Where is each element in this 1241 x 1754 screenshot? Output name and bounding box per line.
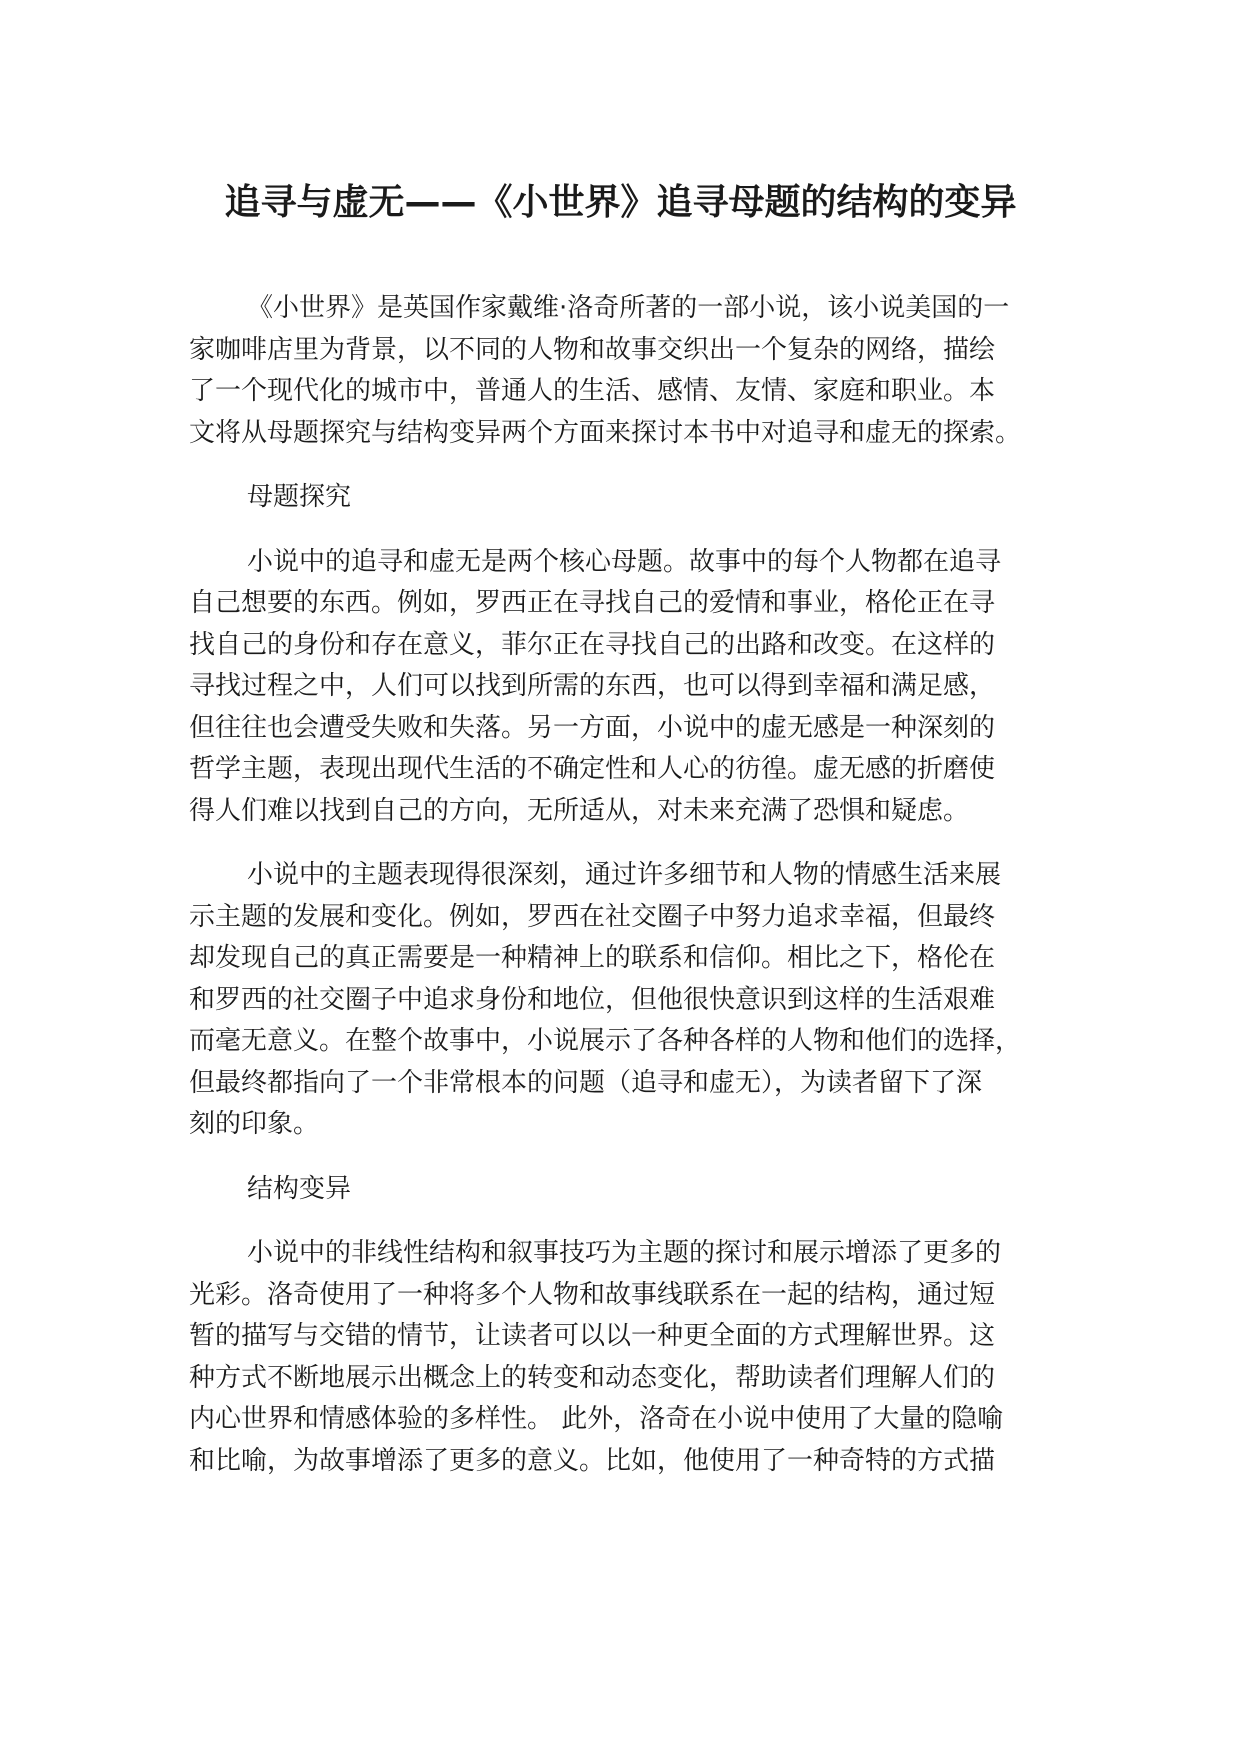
- text-line: 刻的印象。: [189, 1109, 320, 1139]
- section-heading-structure: 结构变异: [247, 1173, 352, 1204]
- intro-paragraph: [189, 288, 1089, 454]
- text-line: 《小世界》是英国作家戴维·洛奇所著的一部小说，该小说美国的一: [247, 293, 1010, 323]
- text-line: 却发现自己的真正需要是一种精神上的联系和信仰。相比之下，格伦在: [189, 943, 996, 973]
- text-line: 和罗西的社交圈子中追求身份和地位，但他很快意识到这样的生活艰难: [189, 984, 996, 1015]
- motif-paragraph-1: [189, 542, 1089, 833]
- text-line: 和比喻，为故事增添了更多的意义。比如，他使用了一种奇特的方式描: [189, 1445, 996, 1476]
- structure-paragraph-1: [189, 1233, 1089, 1482]
- text-line: 暂的描写与交错的情节，让读者可以以一种更全面的方式理解世界。这: [189, 1321, 996, 1351]
- text-line: 但最终都指向了一个非常根本的问题（追寻和虚无），为读者留下了深: [189, 1067, 983, 1098]
- text-line: 寻找过程之中，人们可以找到所需的东西，也可以得到幸福和满足感，: [189, 671, 996, 701]
- text-line: 得人们难以找到自己的方向，无所适从，对未来充满了恐惧和疑虑。: [189, 795, 970, 826]
- text-line: 小说中的追寻和虚无是两个核心母题。故事中的每个人物都在追寻: [247, 546, 1002, 577]
- text-line: 自己想要的东西。例如，罗西正在寻找自己的爱情和事业，格伦正在寻: [189, 588, 996, 618]
- section-heading-motif: 母题探究: [247, 482, 352, 512]
- text-line: 了一个现代化的城市中，普通人的生活、感情、友情、家庭和职业。本: [189, 376, 996, 406]
- document-title: 追寻与虚无——《小世界》追寻母题的结构的变异: [224, 182, 1017, 223]
- text-line: 种方式不断地展示出概念上的转变和动态变化，帮助读者们理解人们的: [189, 1362, 996, 1393]
- text-line: 小说中的主题表现得很深刻，通过许多细节和人物的情感生活来展: [247, 860, 1002, 890]
- text-line: 哲学主题，表现出现代生活的不确定性和人心的彷徨。虚无感的折磨使: [189, 754, 996, 784]
- text-line: 家咖啡店里为背景，以不同的人物和故事交织出一个复杂的网络，描绘: [189, 334, 996, 365]
- document-body: [189, 288, 1089, 1482]
- text-line: 而毫无意义。在整个故事中，小说展示了各种各样的人物和他们的选择，: [189, 1026, 1022, 1056]
- text-line: 小说中的非线性结构和叙事技巧为主题的探讨和展示增添了更多的: [247, 1238, 1002, 1268]
- text-line: 光彩。洛奇使用了一种将多个人物和故事线联系在一起的结构，通过短: [189, 1279, 996, 1310]
- text-line: 内心世界和情感体验的多样性。 此外，洛奇在小说中使用了大量的隐喻: [189, 1404, 1004, 1434]
- text-line: 示主题的发展和变化。例如，罗西在社交圈子中努力追求幸福，但最终: [189, 901, 996, 932]
- text-line: 找自己的身份和存在意义，菲尔正在寻找自己的出路和改变。在这样的: [189, 629, 996, 660]
- text-line: 但往往也会遭受失败和失落。另一方面，小说中的虚无感是一种深刻的: [189, 712, 996, 743]
- text-line: 文将从母题探究与结构变异两个方面来探讨本书中对追寻和虚无的探索。: [189, 417, 1022, 448]
- motif-paragraph-2: [189, 855, 1089, 1146]
